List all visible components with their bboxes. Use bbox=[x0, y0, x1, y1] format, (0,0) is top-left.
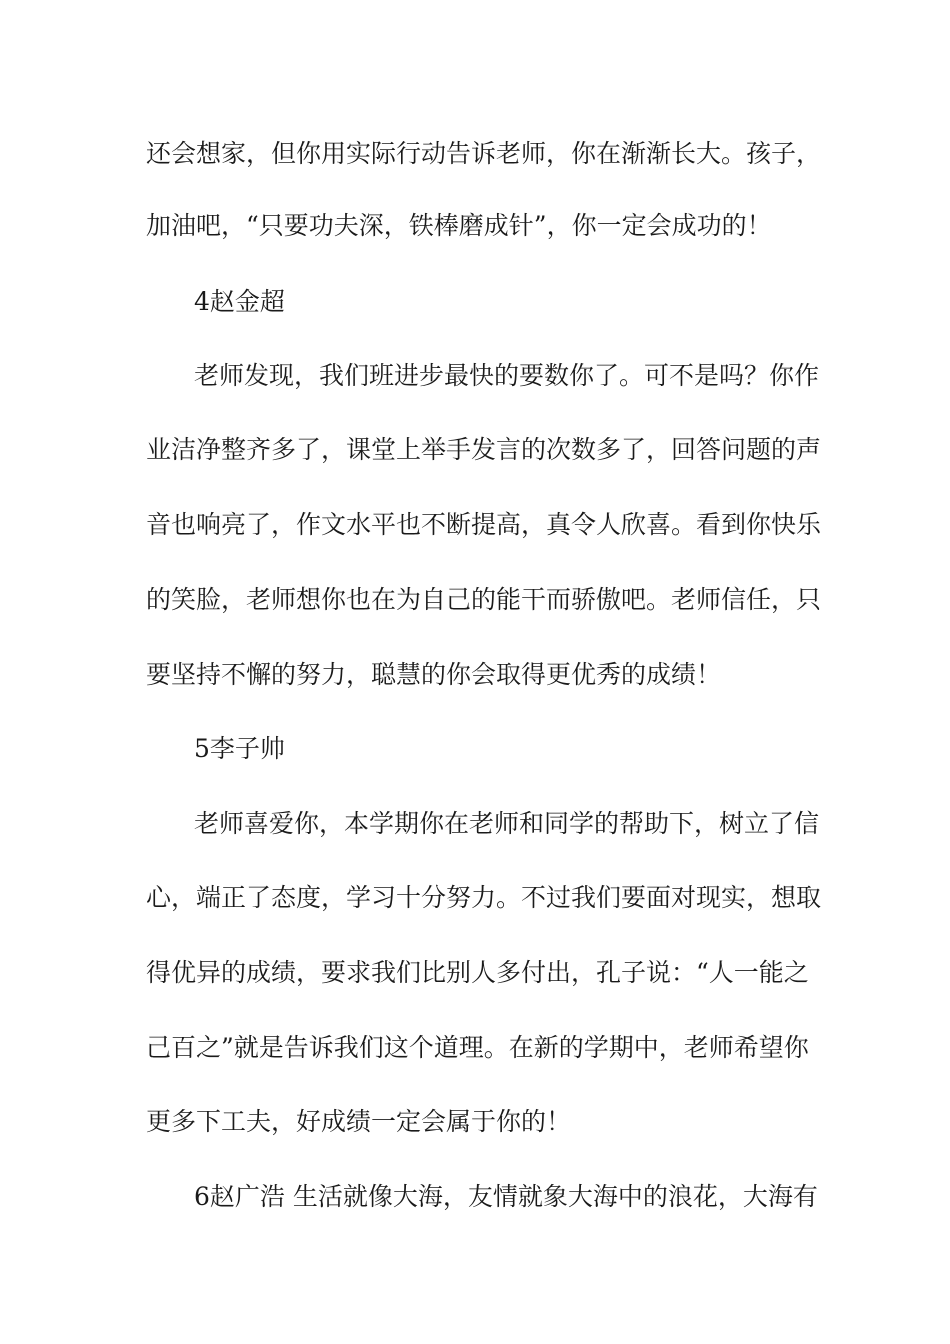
text-line: 要坚持不懈的努力，聪慧的你会取得更优秀的成绩！ bbox=[146, 660, 722, 689]
text-line: 得优异的成绩，要求我们比别人多付出，孔子说：“人一能之 bbox=[146, 958, 809, 987]
section-heading: 5李子帅 bbox=[194, 734, 285, 763]
text-line: 业洁净整齐多了，课堂上举手发言的次数多了，回答问题的声 bbox=[146, 435, 822, 464]
text-line: 加油吧，“只要功夫深，铁棒磨成针”，你一定会成功的！ bbox=[146, 211, 772, 240]
text-line: 老师喜爱你，本学期你在老师和同学的帮助下，树立了信 bbox=[194, 809, 820, 838]
text-line: 己百之”就是告诉我们这个道理。在新的学期中，老师希望你 bbox=[146, 1033, 809, 1062]
text-line: 6赵广浩 生活就像大海，友情就象大海中的浪花，大海有 bbox=[194, 1182, 818, 1211]
text-line: 更多下工夫，好成绩一定会属于你的！ bbox=[146, 1107, 572, 1136]
text-line: 老师发现，我们班进步最快的要数你了。可不是吗？你作 bbox=[194, 361, 820, 390]
text-line: 心，端正了态度，学习十分努力。不过我们要面对现实，想取 bbox=[146, 883, 822, 912]
section-heading: 4赵金超 bbox=[194, 287, 285, 316]
text-line: 的笑脸，老师想你也在为自己的能干而骄傲吧。老师信任，只 bbox=[146, 585, 822, 614]
text-line: 音也响亮了，作文水平也不断提高，真令人欣喜。看到你快乐 bbox=[146, 510, 822, 539]
text-line: 还会想家，但你用实际行动告诉老师，你在渐渐长大。孩子， bbox=[146, 139, 822, 168]
